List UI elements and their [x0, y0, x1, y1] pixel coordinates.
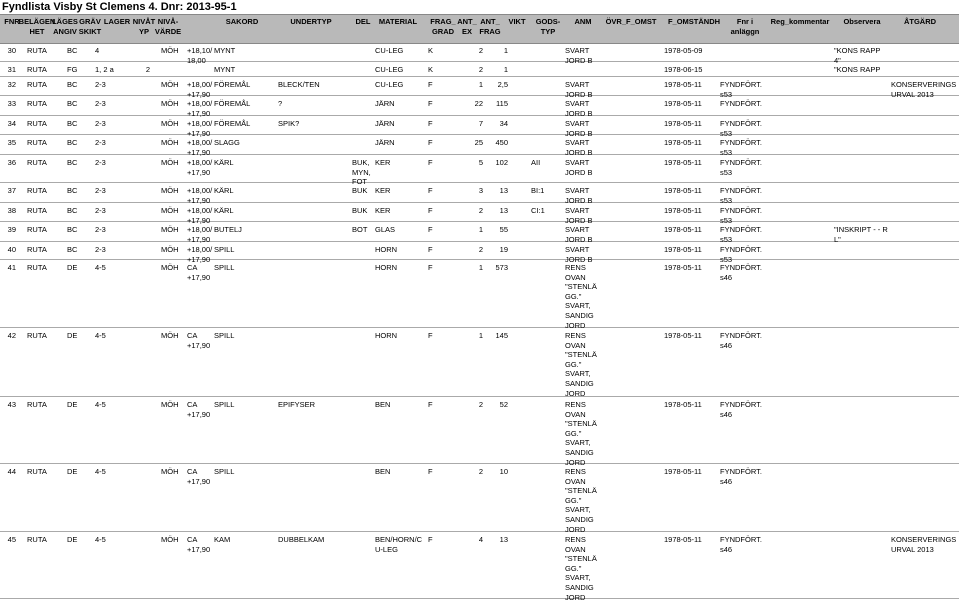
cell-observera: "INSKRIPT - - R L"	[834, 225, 888, 244]
cell-fomstandh: FYNDFÖRT. s53	[720, 119, 762, 138]
header-anm: ANM	[574, 17, 592, 26]
cell-antfrag: 450	[495, 138, 508, 147]
cell-godstyp: SVART JORD B	[565, 80, 593, 99]
cell-nivatyp: MÖH	[161, 225, 179, 234]
header-fnri: Fnr i anläggn	[730, 17, 760, 36]
cell-belaggenhet: RUTA	[27, 186, 47, 195]
cell-grav: 2-3	[95, 225, 106, 234]
cell-fnr: 41	[7, 263, 16, 272]
cell-observera: "KONS RAPP 4"	[834, 46, 881, 65]
cell-antfrag: 1	[503, 46, 508, 55]
cell-lages: BC	[67, 46, 78, 55]
cell-lages: DE	[67, 263, 78, 272]
cell-material: KER	[375, 158, 391, 167]
cell-fomstandh: FYNDFÖRT. s46	[720, 263, 762, 282]
cell-ovrfomst: 1978-05-09	[664, 46, 703, 55]
cell-nivavarde: CA +17,90	[187, 535, 211, 554]
cell-fnr: 34	[7, 119, 16, 128]
cell-del: BUK	[352, 186, 368, 195]
cell-fomstandh: FYNDFÖRT. s53	[720, 186, 762, 205]
cell-fnr: 32	[7, 80, 16, 89]
cell-lages: BC	[67, 225, 78, 234]
cell-fraggrad: K	[428, 46, 434, 55]
cell-godstyp: RENS OVAN "STENLÄ GG." SVART, SANDIG JORD	[565, 263, 597, 330]
cell-sakord: SPILL	[214, 245, 235, 254]
cell-godstyp: SVART JORD B	[565, 99, 593, 118]
cell-fomstandh: FYNDFÖRT. s46	[720, 467, 762, 486]
cell-grav: 4	[95, 46, 100, 55]
cell-nivatyp: MÖH	[161, 158, 179, 167]
cell-fraggrad: F	[428, 225, 433, 234]
cell-antex: 1	[478, 263, 483, 272]
cell-antfrag: 13	[499, 186, 508, 195]
cell-grav: 2-3	[95, 186, 106, 195]
cell-grav: 2-3	[95, 158, 106, 167]
header-undertyp: UNDERTYP	[290, 17, 332, 26]
cell-fraggrad: F	[428, 400, 433, 409]
cell-antex: 2	[478, 400, 483, 409]
cell-undertyp: EPIFYSER	[278, 400, 316, 409]
cell-atgard: KONSERVERINGS URVAL 2013	[891, 80, 957, 99]
cell-nivavarde: CA +17,90	[187, 467, 211, 486]
cell-grav: 2-3	[95, 138, 106, 147]
cell-undertyp: BLECK/TEN	[278, 80, 320, 89]
table-row	[0, 62, 959, 77]
cell-vikt: BI:1	[531, 186, 545, 195]
cell-belaggenhet: RUTA	[27, 158, 47, 167]
table-row	[0, 397, 959, 467]
cell-undertyp: ?	[278, 99, 283, 108]
cell-fraggrad: F	[428, 99, 433, 108]
cell-godstyp: SVART JORD B	[565, 158, 593, 177]
cell-grav: 2-3	[95, 245, 106, 254]
cell-belaggenhet: RUTA	[27, 263, 47, 272]
cell-fraggrad: F	[428, 206, 433, 215]
cell-ovrfomst: 1978-06-15	[664, 65, 703, 74]
cell-antex: 2	[478, 46, 483, 55]
cell-belaggenhet: RUTA	[27, 206, 47, 215]
cell-fomstandh: FYNDFÖRT. s46	[720, 400, 762, 419]
cell-material: BEN	[375, 400, 391, 409]
header-fnr: FNR	[4, 17, 20, 26]
cell-fnr: 45	[7, 535, 16, 544]
cell-nivatyp: MÖH	[161, 119, 179, 128]
cell-sakord: BUTELJ	[214, 225, 242, 234]
header-observera: Observera	[843, 17, 881, 26]
cell-ovrfomst: 1978-05-11	[664, 331, 702, 340]
cell-belaggenhet: RUTA	[27, 99, 47, 108]
header-ovrfomst: ÖVR_F_OMST	[605, 17, 657, 26]
cell-sakord: FÖREMÅL	[214, 80, 251, 89]
cell-lages: BC	[67, 186, 78, 195]
cell-fraggrad: F	[428, 245, 433, 254]
cell-antfrag: 52	[499, 400, 508, 409]
table-row	[0, 116, 959, 138]
cell-lages: BC	[67, 158, 78, 167]
cell-lages: DE	[67, 400, 78, 409]
table-row	[0, 77, 959, 99]
cell-godstyp: SVART JORD B	[565, 206, 593, 225]
cell-fnr: 39	[7, 225, 16, 234]
cell-fraggrad: F	[428, 158, 433, 167]
cell-grav: 4-5	[95, 263, 106, 272]
cell-fnr: 35	[7, 138, 16, 147]
cell-sakord: FÖREMÅL	[214, 119, 251, 128]
cell-nivavarde: +18,00/ +17,90	[187, 186, 213, 205]
cell-lages: DE	[67, 467, 78, 476]
cell-godstyp: SVART JORD B	[565, 245, 593, 264]
cell-fnr: 40	[7, 245, 16, 254]
cell-fomstandh: FYNDFÖRT. s53	[720, 206, 762, 225]
cell-grav: 2-3	[95, 206, 106, 215]
cell-antex: 1	[478, 225, 483, 234]
cell-fraggrad: F	[428, 138, 433, 147]
cell-nivatyp: MÖH	[161, 400, 179, 409]
table-row	[0, 222, 959, 242]
cell-undertyp: DUBBELKAM	[278, 535, 325, 544]
cell-antfrag: 55	[499, 225, 508, 234]
cell-material: CU-LEG	[375, 46, 404, 55]
cell-ovrfomst: 1978-05-11	[664, 158, 702, 167]
cell-sakord: KAM	[214, 535, 231, 544]
cell-ovrfomst: 1978-05-11	[664, 99, 702, 108]
cell-grav: 4-5	[95, 331, 106, 340]
cell-fnr: 36	[7, 158, 16, 167]
header-fraggrad: FRAG_ GRAD	[430, 17, 456, 36]
header-antex: ANT_ EX	[457, 17, 477, 36]
cell-nivatyp: MÖH	[161, 138, 179, 147]
cell-nivavarde: +18,00/ +17,90	[187, 138, 213, 157]
cell-fomstandh: FYNDFÖRT. s53	[720, 158, 762, 177]
cell-material: JÄRN	[375, 119, 395, 128]
cell-nivavarde: CA +17,90	[187, 331, 211, 350]
cell-sakord: SPILL	[214, 467, 235, 476]
cell-material: BEN/HORN/C U-LEG	[375, 535, 423, 554]
cell-atgard: KONSERVERINGS URVAL 2013	[891, 535, 957, 554]
cell-belaggenhet: RUTA	[27, 138, 47, 147]
cell-fomstandh: FYNDFÖRT. s46	[720, 331, 762, 350]
cell-antex: 2	[478, 245, 483, 254]
cell-fraggrad: F	[428, 119, 433, 128]
cell-grav: 1, 2 a	[95, 65, 114, 74]
cell-godstyp: SVART JORD B	[565, 186, 593, 205]
cell-lages: BC	[67, 99, 78, 108]
cell-ovrfomst: 1978-05-11	[664, 467, 702, 476]
cell-antfrag: 19	[499, 245, 508, 254]
cell-fraggrad: K	[428, 65, 434, 74]
cell-observera: "KONS RAPP	[834, 65, 881, 74]
cell-antfrag: 1	[503, 65, 508, 74]
cell-fraggrad: F	[428, 186, 433, 195]
cell-material: KER	[375, 206, 391, 215]
cell-lages: BC	[67, 80, 78, 89]
cell-antex: 2	[478, 467, 483, 476]
cell-grav: 4-5	[95, 467, 106, 476]
cell-nivatyp: MÖH	[161, 80, 179, 89]
cell-godstyp: RENS OVAN "STENLÄ GG." SVART, SANDIG JORD	[565, 331, 597, 398]
cell-antex: 4	[478, 535, 483, 544]
cell-antfrag: 13	[499, 535, 508, 544]
cell-lager: 2	[145, 65, 150, 74]
cell-vikt: AII	[531, 158, 541, 167]
header-lager: LAGER	[103, 17, 131, 26]
cell-material: JÄRN	[375, 99, 395, 108]
table-row	[0, 260, 959, 328]
cell-material: JÄRN	[375, 138, 395, 147]
cell-ovrfomst: 1978-05-11	[664, 206, 702, 215]
cell-sakord: KÄRL	[214, 206, 234, 215]
table-row	[0, 242, 959, 264]
cell-godstyp: SVART JORD B	[565, 138, 593, 157]
table-row	[0, 532, 959, 602]
cell-material: GLAS	[375, 225, 396, 234]
cell-fomstandh: FYNDFÖRT. s53	[720, 245, 762, 264]
cell-lages: DE	[67, 535, 78, 544]
document-title: Fyndlista Visby St Clemens 4. Dnr: 2013-95-1	[2, 1, 237, 13]
cell-sakord: KÄRL	[214, 158, 234, 167]
cell-del: BOT	[352, 225, 368, 234]
cell-antex: 25	[474, 138, 483, 147]
cell-nivatyp: MÖH	[161, 245, 179, 254]
header-antfrag: ANT_ FRAG	[479, 17, 501, 36]
cell-lages: DE	[67, 331, 78, 340]
cell-antfrag: 13	[499, 206, 508, 215]
cell-antfrag: 10	[499, 467, 508, 476]
cell-godstyp: SVART JORD B	[565, 46, 593, 65]
header-godstyp: GODS- TYP	[535, 17, 561, 36]
cell-belaggenhet: RUTA	[27, 245, 47, 254]
header-grav: GRÄV SKIKT	[78, 17, 102, 36]
cell-belaggenhet: RUTA	[27, 467, 47, 476]
cell-belaggenhet: RUTA	[27, 225, 47, 234]
cell-material: HORN	[375, 245, 398, 254]
cell-material: CU-LEG	[375, 65, 404, 74]
cell-vikt: CI:1	[531, 206, 545, 215]
cell-lages: BC	[67, 245, 78, 254]
cell-belaggenhet: RUTA	[27, 80, 47, 89]
cell-godstyp: SVART JORD B	[565, 225, 593, 244]
cell-sakord: MYNT	[214, 46, 236, 55]
header-regkomm: Reg_kommentar	[770, 17, 830, 26]
cell-fomstandh: FYNDFÖRT. s53	[720, 138, 762, 157]
cell-del: BUK	[352, 206, 368, 215]
cell-nivatyp: MÖH	[161, 331, 179, 340]
table-row	[0, 183, 959, 203]
cell-ovrfomst: 1978-05-11	[664, 186, 702, 195]
cell-godstyp: RENS OVAN "STENLÄ GG." SVART, SANDIG JORD	[565, 467, 597, 534]
table-row	[0, 155, 959, 187]
cell-lages: FG	[67, 65, 78, 74]
table-row	[0, 135, 959, 155]
cell-nivavarde: +18,00/ +17,90	[187, 80, 213, 99]
cell-sakord: SPILL	[214, 400, 235, 409]
cell-fnr: 42	[7, 331, 16, 340]
cell-fnr: 43	[7, 400, 16, 409]
table-row	[0, 43, 959, 65]
cell-ovrfomst: 1978-05-11	[664, 138, 702, 147]
header-material: MATERIAL	[378, 17, 418, 26]
cell-antfrag: 34	[499, 119, 508, 128]
cell-fnr: 44	[7, 467, 16, 476]
cell-belaggenhet: RUTA	[27, 400, 47, 409]
cell-fomstandh: FYNDFÖRT.	[720, 99, 762, 108]
cell-nivavarde: +18,00/ +17,90	[187, 99, 213, 118]
cell-nivatyp: MÖH	[161, 535, 179, 544]
cell-ovrfomst: 1978-05-11	[664, 263, 702, 272]
cell-ovrfomst: 1978-05-11	[664, 80, 702, 89]
cell-nivavarde: CA +17,90	[187, 263, 211, 282]
cell-grav: 2-3	[95, 80, 106, 89]
cell-grav: 2-3	[95, 119, 106, 128]
cell-antex: 1	[478, 331, 483, 340]
cell-sakord: SPILL	[214, 331, 235, 340]
cell-grav: 2-3	[95, 99, 106, 108]
cell-nivavarde: +18,00/ +17,90	[187, 158, 213, 177]
cell-fnr: 37	[7, 186, 16, 195]
table-header	[0, 14, 959, 44]
header-nivavarde: NIVÅ- VÄRDE	[154, 17, 182, 36]
cell-antfrag: 573	[495, 263, 508, 272]
header-belaggenhet: BELÄGEN HET	[18, 17, 56, 36]
cell-godstyp: SVART JORD B	[565, 119, 593, 138]
cell-nivavarde: +18,00/ +17,90	[187, 206, 213, 225]
cell-nivatyp: MÖH	[161, 467, 179, 476]
cell-fnr: 31	[7, 65, 16, 74]
cell-antfrag: 2,5	[497, 80, 508, 89]
cell-material: CU-LEG	[375, 80, 404, 89]
cell-grav: 4-5	[95, 400, 106, 409]
cell-sakord: KÄRL	[214, 186, 234, 195]
cell-nivatyp: MÖH	[161, 206, 179, 215]
table-row	[0, 203, 959, 225]
header-vikt: VIKT	[508, 17, 526, 26]
cell-nivavarde: +18,00/ +17,90	[187, 245, 213, 264]
cell-sakord: MYNT	[214, 65, 236, 74]
cell-ovrfomst: 1978-05-11	[664, 119, 702, 128]
cell-lages: BC	[67, 119, 78, 128]
cell-antex: 5	[478, 158, 483, 167]
cell-ovrfomst: 1978-05-11	[664, 400, 702, 409]
header-atgard: ÅTGÄRD	[903, 17, 937, 26]
cell-sakord: SPILL	[214, 263, 235, 272]
cell-material: BEN	[375, 467, 391, 476]
cell-del: BUK, MYN, FOT	[352, 158, 371, 187]
cell-belaggenhet: RUTA	[27, 535, 47, 544]
cell-lages: BC	[67, 206, 78, 215]
cell-ovrfomst: 1978-05-11	[664, 245, 702, 254]
cell-belaggenhet: RUTA	[27, 65, 47, 74]
cell-fomstandh: FYNDFÖRT. s46	[720, 535, 762, 554]
header-del: DEL	[355, 17, 371, 26]
cell-antfrag: 145	[495, 331, 508, 340]
cell-fraggrad: F	[428, 263, 433, 272]
header-lages: LÄGES ANGIV	[52, 17, 78, 36]
cell-antex: 2	[478, 206, 483, 215]
cell-godstyp: RENS OVAN "STENLÄ GG." SVART, SANDIG JORD	[565, 535, 597, 602]
cell-antex: 1	[478, 80, 483, 89]
cell-antfrag: 115	[496, 99, 508, 108]
cell-belaggenhet: RUTA	[27, 46, 47, 55]
cell-nivavarde: CA +17,90	[187, 400, 211, 419]
cell-ovrfomst: 1978-05-11	[664, 535, 702, 544]
table-row	[0, 328, 959, 397]
cell-material: KER	[375, 186, 391, 195]
table-row	[0, 96, 959, 116]
cell-antex: 2	[478, 65, 483, 74]
cell-undertyp: SPIK?	[278, 119, 300, 128]
header-sakord: SAKORD	[225, 17, 259, 26]
cell-material: HORN	[375, 331, 398, 340]
cell-belaggenhet: RUTA	[27, 331, 47, 340]
cell-nivavarde: +18,10/ 18,00	[187, 46, 213, 65]
cell-sakord: SLAGG	[214, 138, 240, 147]
cell-fnr: 30	[7, 46, 16, 55]
cell-fomstandh: FYNDFÖRT. s53	[720, 225, 762, 244]
cell-nivatyp: MÖH	[161, 99, 179, 108]
cell-fraggrad: F	[428, 331, 433, 340]
header-nivatyp: NIVÅT YP	[132, 17, 156, 36]
cell-grav: 4-5	[95, 535, 106, 544]
cell-ovrfomst: 1978-05-11	[664, 225, 702, 234]
cell-nivatyp: MÖH	[161, 46, 179, 55]
cell-nivavarde: +18,00/ +17,90	[187, 225, 213, 244]
cell-fnr: 33	[7, 99, 16, 108]
cell-nivatyp: MÖH	[161, 186, 179, 195]
cell-antex: 3	[478, 186, 483, 195]
cell-material: HORN	[375, 263, 398, 272]
cell-fraggrad: F	[428, 467, 433, 476]
cell-nivatyp: MÖH	[161, 263, 179, 272]
cell-lages: BC	[67, 138, 78, 147]
cell-antex: 22	[474, 99, 483, 108]
cell-nivavarde: +18,00/ +17,90	[187, 119, 213, 138]
cell-sakord: FÖREMÅL	[214, 99, 251, 108]
cell-fraggrad: F	[428, 535, 433, 544]
cell-fomstandh: FYNDFÖRT. s53	[720, 80, 762, 99]
cell-fnr: 38	[7, 206, 16, 215]
header-fomstandh: F_OMSTÄNDH	[667, 17, 721, 26]
cell-antfrag: 102	[495, 158, 508, 167]
cell-godstyp: RENS OVAN "STENLÄ GG." SVART, SANDIG JORD	[565, 400, 597, 467]
cell-fraggrad: F	[428, 80, 433, 89]
table-row	[0, 464, 959, 532]
cell-belaggenhet: RUTA	[27, 119, 47, 128]
cell-antex: 7	[478, 119, 483, 128]
